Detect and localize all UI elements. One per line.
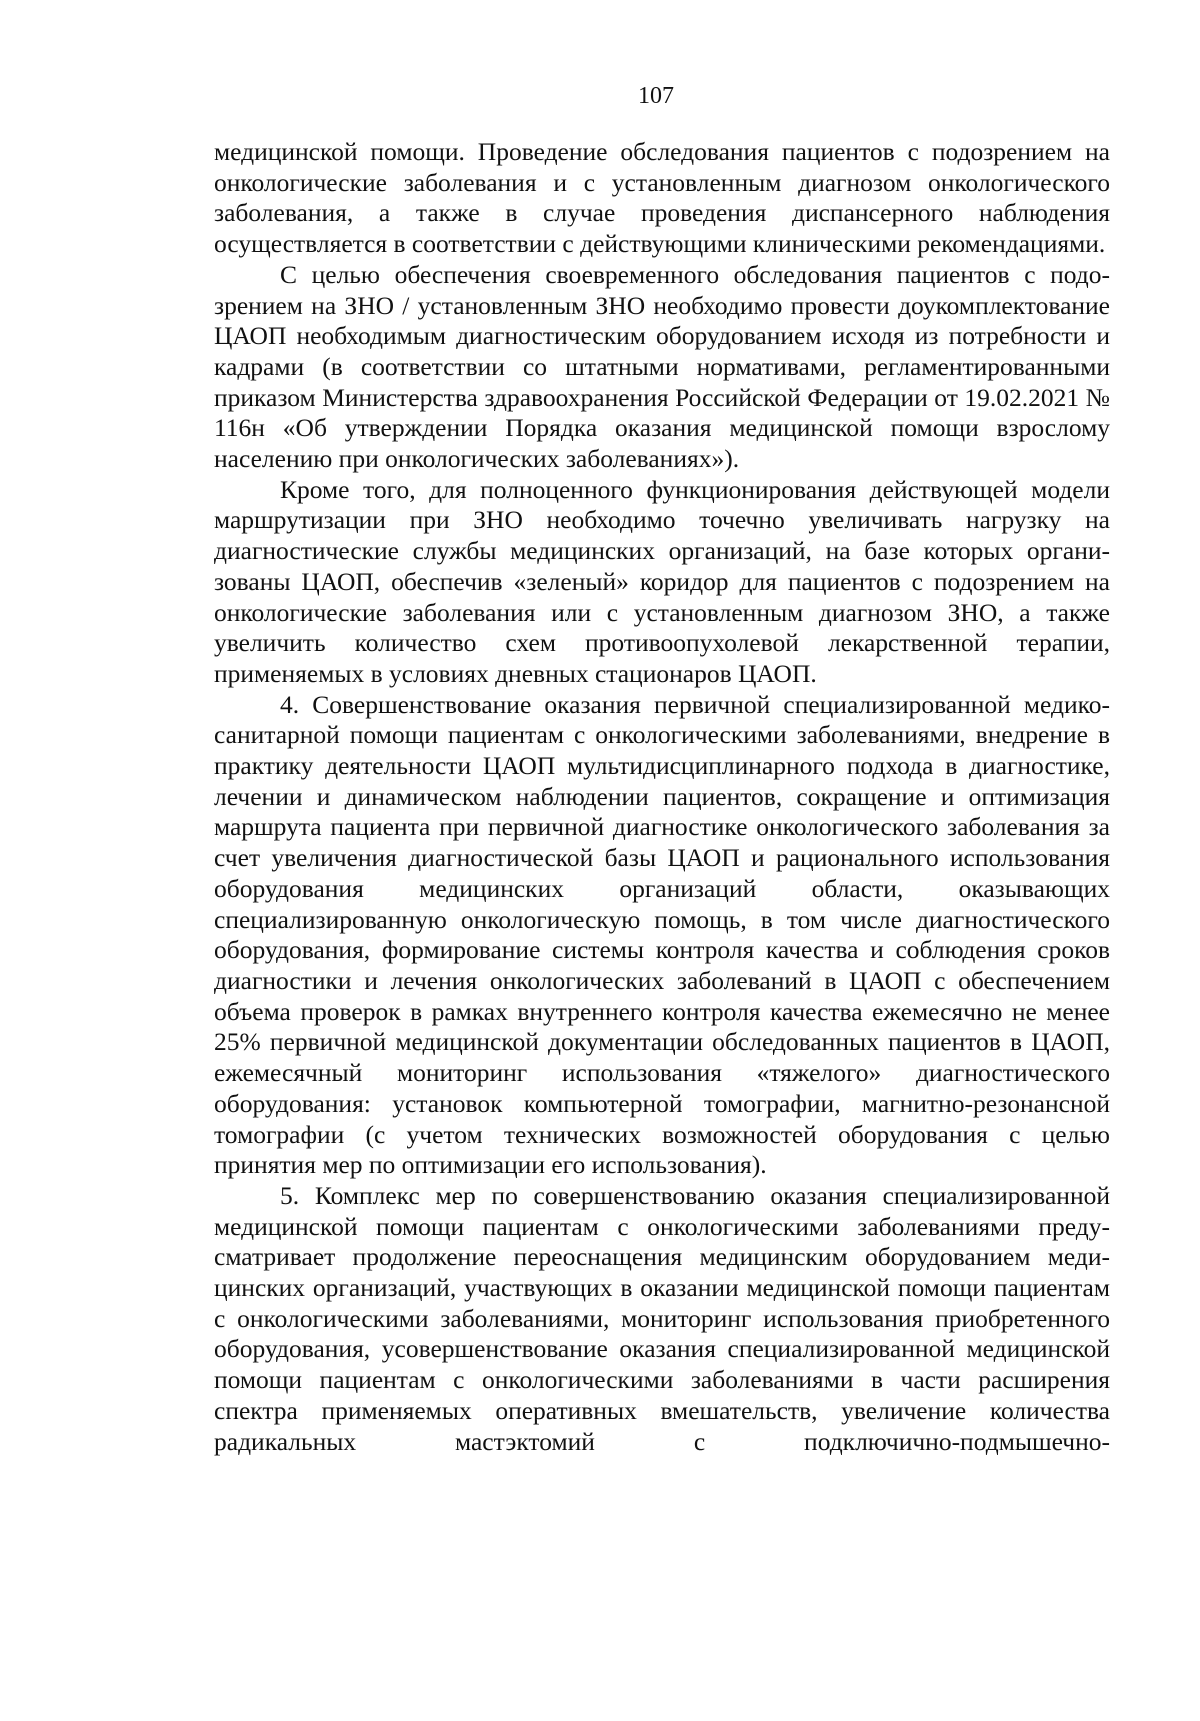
paragraph-continuation: медицинской помощи. Проведение обследования пациентов с подозрением на онкологические заболевания и с установленным диагнозом онкологического заболевания, а также в случае проведения диспансерного наблюдения осуществляется в соответствии с действующими клиническими рекомендациями.: [214, 137, 1110, 259]
paragraph-routing-model: Кроме того, для полноценного функционирования действующей модели маршрутизации при ЗНО необходимо точечно увеличивать нагрузку на диагностические службы медицинских организаций, на базе которых организованы ЦАОП, обеспечив «зеленый» коридор для пациентов с подозрением на онкологические заболевания или с установленным диагнозом ЗНО, а также увеличить количество схем противоопухолевой лекарственной терапии, применяемых в условиях дневных стационаров ЦАОП.: [214, 474, 1110, 688]
paragraph-item-4: 4. Совершенствование оказания первичной специализированной медико-санитарной помощи пациентам с онкологическими заболеваниями, внедрение в практику деятельности ЦАОП мультидисциплинарного подхода в диагностике, лечении и динамическом наблюдении пациентов, сокращение и оптимизация маршрута пациента при первичной диагностике онкологического заболевания за счет увеличения диагностической базы ЦАОП и рационального использования оборудования медицинских организаций области, оказывающих специализированную онкологическую помощь, в том числе диагностического оборудования, формирование системы контроля качества и соблюдения сроков диагностики и лечения онкологических заболеваний в ЦАОП с обеспечением объема проверок в рамках внутреннего контроля качества ежемесячно не менее 25% первичной медицинской документации обследованных пациентов в ЦАОП, ежемесячный мониторинг использования «тяжелого» диагностического оборудования: установок компьютерной томографии, магнитно-резонансной томографии (с учетом технических возможностей оборудования с целью принятия мер по оптимизации его использования).: [214, 689, 1110, 1180]
page-number: 107: [638, 83, 674, 109]
paragraph-diagnostics-equipment: С целью обеспечения своевременного обследования пациентов с подозрением на ЗНО / установленным ЗНО необходимо провести доукомплектование ЦАОП необходимым диагностическим оборудованием исходя из потребности и кадрами (в соответствии со штатными нормативами, регламентированными приказом Министерства здравоохранения Российской Федерации от 19.02.2021 № 116н «Об утверждении Порядка оказания медицинской помощи взрослому населению при онкологических заболеваниях»).: [214, 259, 1110, 474]
paragraph-item-5: 5. Комплекс мер по совершенствованию оказания специализированной медицинской помощи пациентам с онкологическими заболеваниями предусматривает продолжение переоснащения медицинским оборудованием медицинских организаций, участвующих в оказании медицинской помощи пациентам с онкологическими заболеваниями, мониторинг использования приобретенного оборудования, усовершенствование оказания специализированной медицинской помощи пациентам с онкологическими заболеваниями в части расширения спектра применяемых оперативных вмешательств, увеличение количества радикальных мастэктомий с подключично-подмышечно-: [214, 1180, 1110, 1456]
body-text: [214, 137, 1110, 1457]
